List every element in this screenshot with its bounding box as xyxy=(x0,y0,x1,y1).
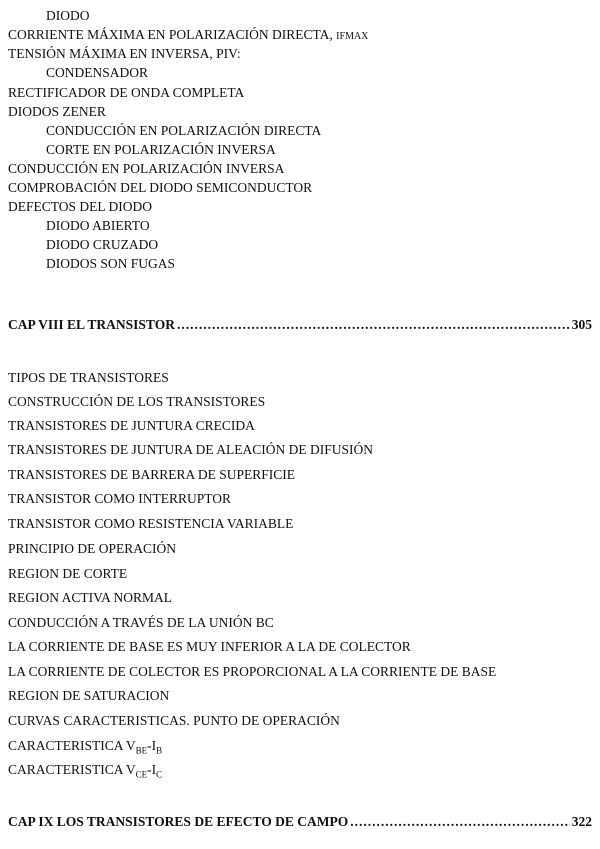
toc-entry: TRANSISTORES DE JUNTURA CRECIDA xyxy=(8,418,255,433)
toc-entry-diodo-abierto: DIODO ABIERTO xyxy=(46,218,150,233)
toc-entry-symbol: IFMAX xyxy=(336,31,369,42)
subscript: C xyxy=(156,769,163,780)
toc-entry-diodo-cruzado: DIODO CRUZADO xyxy=(46,237,159,252)
toc-entry-rectificador: RECTIFICADOR DE ONDA COMPLETA xyxy=(8,85,245,100)
chapter-leader-dots xyxy=(350,814,570,830)
subscript: BE xyxy=(135,745,148,756)
toc-entry: TRANSISTOR COMO RESISTENCIA VARIABLE xyxy=(8,516,294,531)
toc-entry: REGION ACTIVA NORMAL xyxy=(8,590,173,605)
toc-entry: CURVAS CARACTERISTICAS. PUNTO DE OPERACIÓN xyxy=(8,713,340,728)
toc-entry: TRANSISTOR COMO INTERRUPTOR xyxy=(8,491,232,506)
toc-entry-diodos-zener: DIODOS ZENER xyxy=(8,104,106,119)
toc-entry-conduccion-directa: CONDUCCIÓN EN POLARIZACIÓN DIRECTA xyxy=(46,123,322,138)
toc-entry-defectos: DEFECTOS DEL DIODO xyxy=(8,199,152,214)
toc-entry: TRANSISTORES DE JUNTURA DE ALEACIÓN DE DIFUSIÓN xyxy=(8,442,374,457)
toc-entry-caracteristica-vce xyxy=(8,762,162,778)
toc-entry: LA CORRIENTE DE BASE ES MUY INFERIOR A LA DE COLECTOR xyxy=(8,639,411,654)
toc-entry: TIPOS DE TRANSISTORES xyxy=(8,370,169,385)
toc-entry-corriente-maxima xyxy=(8,27,368,45)
toc-entry-caracteristica-vbe xyxy=(8,738,162,754)
toc-entry: REGION DE CORTE xyxy=(8,566,128,581)
chapter-title: CAP IX LOS TRANSISTORES DE EFECTO DE CAMPO xyxy=(8,814,349,829)
toc-entry-diodo: DIODO xyxy=(46,8,90,23)
toc-entry: PRINCIPIO DE OPERACIÓN xyxy=(8,541,177,556)
toc-entry-comprobacion: COMPROBACIÓN DEL DIODO SEMICONDUCTOR xyxy=(8,180,313,195)
toc-entry-text: CORRIENTE MÁXIMA EN POLARIZACIÓN DIRECTA, xyxy=(8,27,337,42)
toc-entry: CONSTRUCCIÓN DE LOS TRANSISTORES xyxy=(8,394,266,409)
chapter-heading-viii xyxy=(8,317,592,333)
chapter-leader-dots xyxy=(177,317,570,333)
toc-entry-condensador: CONDENSADOR xyxy=(46,65,149,80)
chapter-heading-ix xyxy=(8,814,592,830)
toc-entry: REGION DE SATURACION xyxy=(8,688,170,703)
toc-entry: LA CORRIENTE DE COLECTOR ES PROPORCIONAL A LA CORRIENTE DE BASE xyxy=(8,664,497,679)
subscript: B xyxy=(156,745,163,756)
toc-entry: TRANSISTORES DE BARRERA DE SUPERFICIE xyxy=(8,467,296,482)
toc-entry-diodos-fugas: DIODOS SON FUGAS xyxy=(46,256,176,271)
toc-entry-text: -I xyxy=(147,762,157,777)
toc-entry: CONDUCCIÓN A TRAVÉS DE LA UNIÓN BC xyxy=(8,615,274,630)
chapter-title: CAP VIII EL TRANSISTOR xyxy=(8,317,175,332)
chapter-page-number: 322 xyxy=(571,814,592,829)
toc-entry-text: -I xyxy=(147,738,157,753)
subscript: CE xyxy=(135,769,148,780)
toc-entry-corte-inversa: CORTE EN POLARIZACIÓN INVERSA xyxy=(46,142,276,157)
toc-entry-text: CARACTERISTICA V xyxy=(8,762,136,777)
toc-entry-text: CARACTERISTICA V xyxy=(8,738,136,753)
chapter-page-number: 305 xyxy=(571,317,592,332)
toc-entry-tension-maxima: TENSIÓN MÁXIMA EN INVERSA, PIV: xyxy=(8,46,241,61)
toc-entry-conduccion-inversa: CONDUCCIÓN EN POLARIZACIÓN INVERSA xyxy=(8,161,285,176)
